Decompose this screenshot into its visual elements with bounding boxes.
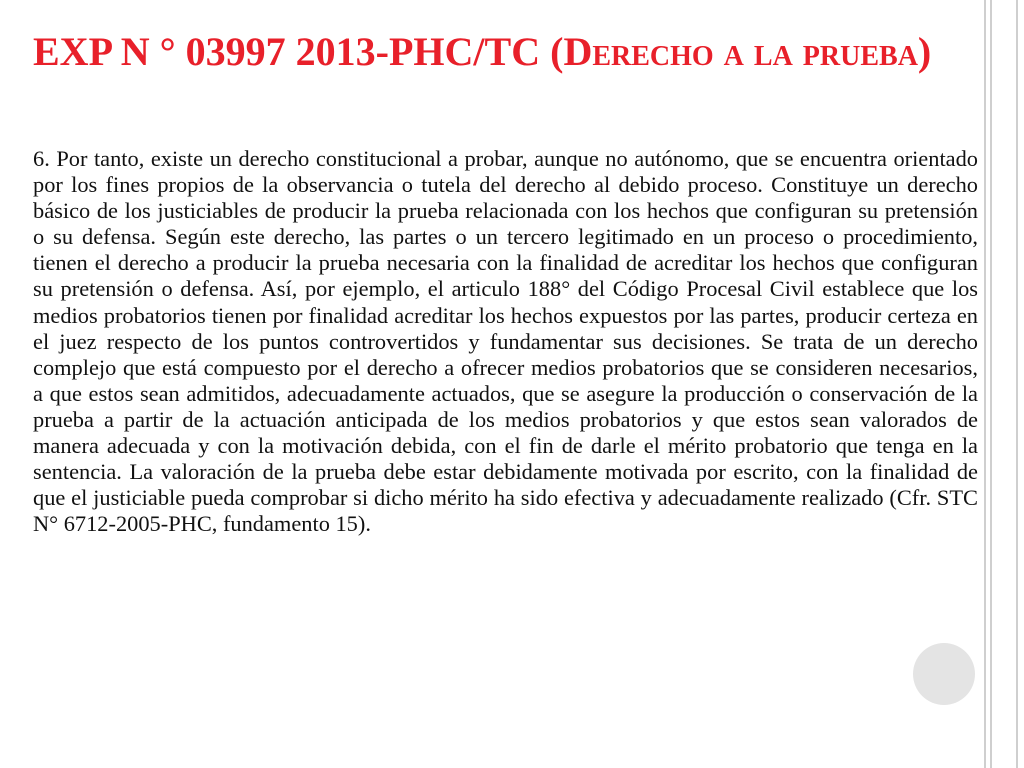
title-main: EXP N ° 03997 2013-PHC/TC ( [33, 29, 564, 74]
border-line-left [984, 0, 986, 768]
border-line-middle [990, 0, 992, 768]
title-smallcaps: Derecho a la prueba [563, 29, 918, 74]
title-close: ) [917, 29, 932, 74]
slide-title [33, 26, 978, 78]
decorative-circle [913, 643, 975, 705]
body-paragraph: 6. Por tanto, existe un derecho constitucional a probar, aunque no autónomo, que se encuentra orientado por los fines propios de la observancia o tutela del derecho al debido proceso. Constituye un derecho básico de los justiciables de producir la prueba relacionada con los hechos que configuran su pretensión o su defensa. Según este derecho, las partes o un tercero legitimado en un proceso o procedimiento, tienen el derecho a producir la prueba necesaria con la finalidad de acreditar los hechos que configuran su pretensión o defensa. Así, por ejemplo, el articulo 188° del Código Procesal Civil establece que los medios probatorios tienen por finalidad acreditar los hechos expuestos por las partes, producir certeza en el juez respecto de los puntos controvertidos y fundamentar sus decisiones. Se trata de un derecho complejo que está compuesto por el derecho a ofrecer medios probatorios que se consideren necesarios, a que estos sean admitidos, adecuadamente actuados, que se asegure la producción o conservación de la prueba a partir de la actuación anticipada de los medios probatorios y que estos sean valorados de manera adecuada y con la motivación debida, con el fin de darle el mérito probatorio que tenga en la sentencia. La valoración de la prueba debe estar debidamente motivada por escrito, con la finalidad de que el justiciable pueda comprobar si dicho mérito ha sido efectiva y adecuadamente realizado (Cfr. STC N° 6712-2005-PHC, fundamento 15). [33, 146, 978, 537]
border-line-right [1016, 0, 1018, 768]
